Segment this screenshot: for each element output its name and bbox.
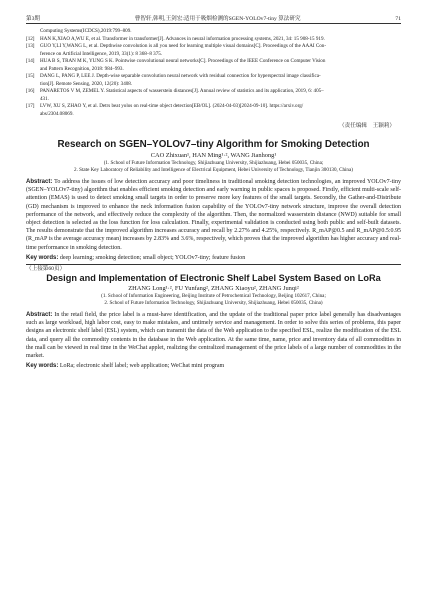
reference-number: [14] (26, 58, 35, 64)
continued-note: （上接第60页） (26, 266, 66, 273)
issue-number: 第3期 (26, 16, 40, 22)
article-1-keywords-text: deep learning; smoking detection; small object; YOLOv7-tiny; feature fusion (59, 254, 246, 261)
article-1-affiliation-1: (1. School of Future Information Technology, Shijiazhuang University, Shijiazhuang, Hebei 050035, China; (103, 160, 324, 166)
article-2-title: Design and Implementation of Electronic Shelf Label System Based on LoRa (46, 273, 381, 284)
reference-line: 431. (40, 95, 49, 102)
reference-text (40, 88, 401, 103)
editor-note: （责任编辑 王颖莉） (339, 123, 395, 129)
article-1-keywords (26, 254, 401, 262)
reference-number: [15] (26, 73, 35, 79)
reference-line: tion[J]. Remote Sensing, 2020, 12(20): 3408. (40, 80, 133, 87)
reference-item (26, 103, 401, 118)
reference-item (26, 28, 401, 36)
reference-line: HAN K,XIAO A,WU E, et al. Transformer in transformer[J]. Advances in neural information processing systems, 2021, 34: 15 908-15 919. (40, 35, 325, 42)
reference-text (40, 36, 401, 44)
reference-line: DANG L, PANG P, LEE J. Depth-wise separable convolution neural network with residual connection for hyperspectral image classifica- (40, 73, 321, 79)
reference-list (26, 28, 401, 118)
reference-item (26, 88, 401, 103)
page-content (26, 28, 401, 370)
article-1-abstract (26, 178, 401, 252)
article-1-authors: CAO Zhixuan¹, HAN Ming¹·², WANG Jianhong¹ (150, 152, 277, 159)
reference-item (26, 43, 401, 58)
reference-text (40, 28, 401, 36)
reference-line: abs/2304.08069. (40, 110, 74, 117)
article-2-keywords-text: LoRa; electronic shelf label; web application; WeChat mini program (59, 363, 225, 370)
article-2-abstract (26, 311, 401, 360)
article-2-affiliation-1: (1. School of Information Engineering, Beijing Institute of Petrochemical Technology, Beijing 102617, China; (101, 293, 326, 300)
reference-line: HUA B S, TRAN M K, YUNG S K. Pointwise convolutional neural networks[C]. Proceedings of the IEEE Conference on Computer Vision (40, 58, 326, 64)
article-2-authors: ZHANG Long¹·², FU Yunfang², ZHANG Xiaoyu², ZHANG Junqi² (128, 285, 299, 293)
reference-line: ference on Artificial Intelligence, 2019, 33(1): 8 368–8 375. (40, 50, 163, 57)
reference-number: [16] (26, 88, 35, 94)
reference-line: Computing Systems(ICDCS),2019:799–809. (40, 28, 132, 34)
reference-text (40, 73, 401, 88)
page-number: 71 (395, 16, 401, 22)
article-1-abstract-text: To address the issues of low detection accuracy and poor timeliness in traditional smoking detection technologies, an improved YOLOv7-tiny (SGEN–YOLOv7-tiny) algorithm that enables efficient smoking detection and early warning in public spaces is proposed. Firstly, efficient multi-scale self-attention (EMAS) is used to detect smoking small targets in order to preserve more key features of the small targets. Secondly, the Gather-and-Distribute (GD) mechanism is improved to enhance the neck information fusion capability of the YOLOv7-tiny network structure, improve the overall detection performance of the network, and effectively reduce the complexity of the algorithm. Then, the normalized wasserstein distance (NWD) suitable for small object detection is selected as the loss function for loss calculation. Finally, experimental validation is conducted using both public and self-built datasets. The results demonstrate that the improved algorithm increases accuracy and recall by 2.27% and 4.25%, respectively. R_mAP@0.5 and R_mAP@0.5:0.95 (R_mAP is the average accuracy mean) increases by 2.83% and 3.6%, respectively, which proves that the improved algorithm has higher accuracy and real-time performance in smoking detection. (26, 179, 401, 251)
article-2-keywords-label: Key words: (26, 363, 59, 370)
reference-line: PANARETOS V M, ZEMEL Y. Statistical aspects of wasserstein distances[J]. Annual review of statistics and its application, 2019, 6: 405– (40, 88, 324, 94)
article-2-affiliation-2: 2. School of Future Information Technology, Shijiazhuang University, Shijiazhuang, Hebei 050035, China) (104, 300, 323, 307)
page-header (26, 9, 401, 24)
article-1 (26, 139, 401, 262)
section-divider (26, 264, 401, 265)
article-1-title: Research on SGEN–YOLOv7–tiny Algorithm for Smoking Detection (57, 139, 370, 150)
article-2-abstract-text: In the retail field, the price label is a must-have identification, and the update of the traditional paper price label generally has disadvantages such as large workload, high labor cost, easy to make mistakes, and untimely service and management. In order to solve this series of problems, this paper designs an electronic shelf label (ESL) system, which can transmit the data of the Web application to the specified ESL, realize the modification of the ESL data, and query all the commodity contents in the database in the Web application. At the same time, name, price and inventory data of all commodities in the mall can be viewed in real time in the WeChat applet, realizing the centralized management of the price labels of a large number of commodities in the market. (26, 312, 402, 360)
reference-item (26, 73, 401, 88)
reference-line: and Pattern Recognition, 2018: 984–993. (40, 65, 124, 72)
reference-text (40, 43, 401, 58)
reference-number: [17] (26, 103, 35, 109)
article-2-keywords (26, 362, 401, 370)
reference-item (26, 58, 401, 73)
reference-text (40, 103, 401, 118)
article-1-abstract-label: Abstract: (26, 179, 53, 185)
reference-item (26, 36, 401, 44)
article-2 (26, 273, 401, 370)
reference-number: [13] (26, 43, 35, 49)
reference-number (26, 28, 40, 36)
article-1-keywords-label: Key words: (26, 254, 59, 261)
article-1-affiliation-2: 2. State Key Laboratory of Reliability and Intelligence of Electrical Equipment, Hebei University of Technology, Tianjin 300130, China) (74, 167, 353, 173)
reference-number: [12] (26, 35, 35, 42)
article-2-abstract-label: Abstract: (26, 312, 53, 319)
reference-text (40, 58, 401, 73)
reference-line: GUO Y,LI Y,WANG L, et al. Depthwise convolution is all you need for learning multiple visual domains[C]. Proceedings of the AAAI Con- (40, 43, 327, 49)
reference-line: LVW, XU S, ZHAO Y, et al. Detrs beat yolos on real-time object detection[EB/OL]. (2024-04-03)[2024-09-10]. https://arxiv.org/ (40, 103, 304, 109)
running-title: 曹智轩,韩明,王剑宏:适用于吸烟检测的SGEN-YOLOv7-tiny 算法研究 (134, 16, 301, 22)
